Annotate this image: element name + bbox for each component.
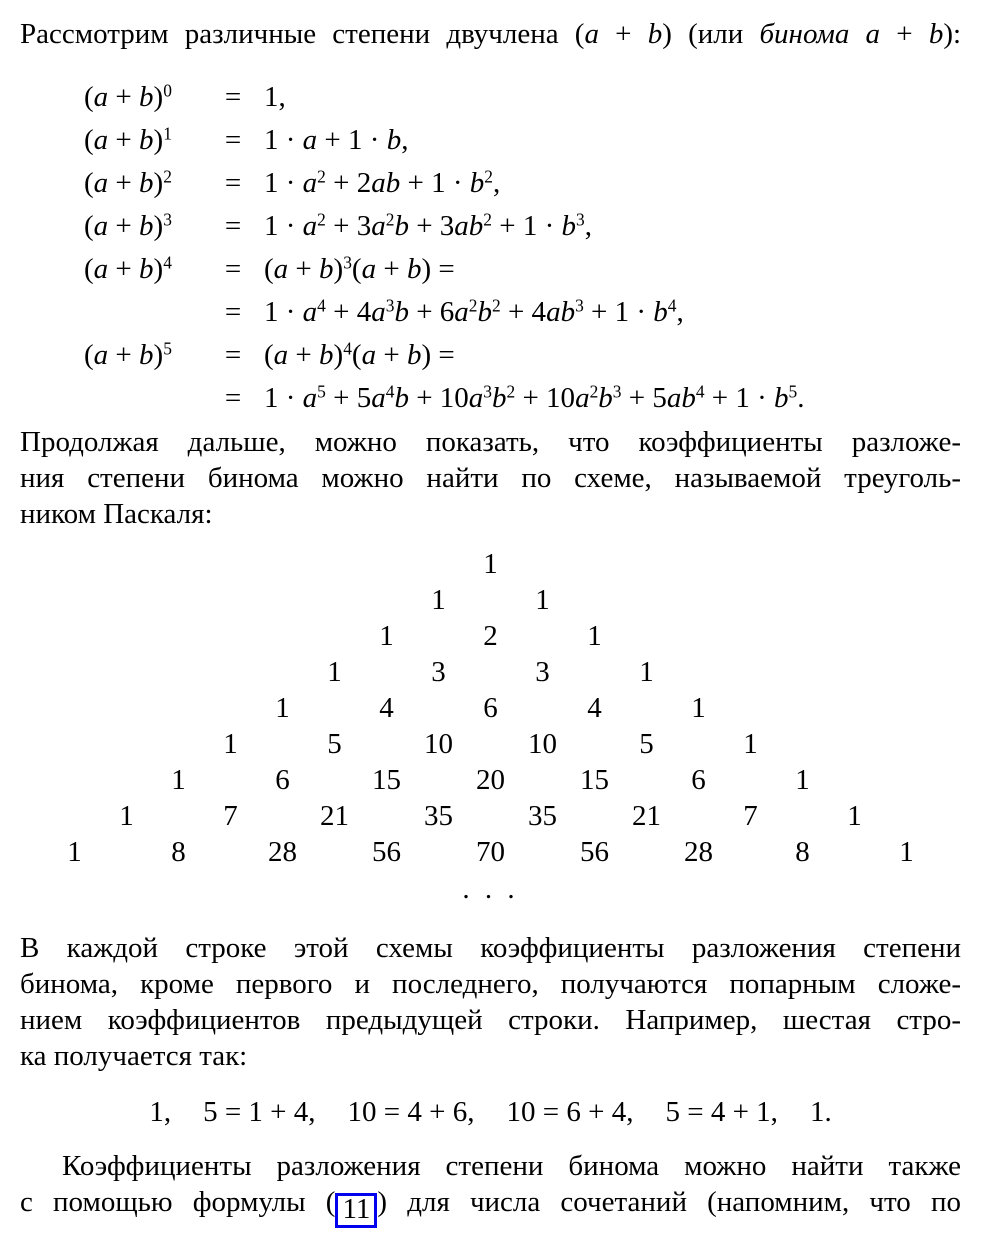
triangle-number: 3 — [431, 656, 446, 688]
sixth-row-item: 10 = 4 + 6, — [347, 1096, 475, 1128]
sixth-row-item: 1. — [809, 1096, 832, 1128]
equation-equals: = — [224, 167, 242, 199]
triangle-row — [20, 798, 961, 834]
equation-equals: = — [224, 253, 242, 285]
text-line: ка получается так: — [20, 1040, 248, 1072]
text-segment: с помощью формулы ( — [20, 1186, 336, 1218]
equation-equals: = — [224, 339, 242, 371]
text-line — [20, 1184, 961, 1228]
sixth-row-item: 5 = 1 + 4, — [203, 1096, 316, 1128]
sixth-row-item: 5 = 4 + 1, — [665, 1096, 778, 1128]
triangle-number: 1 — [847, 800, 862, 832]
equation-rhs: $1 \cdot a^5 + 5a^4b + 10a^3b^2 + 10a^2b^3 + 5ab^4 + 1 \cdot b^5$. — [264, 381, 805, 414]
triangle-row — [20, 546, 961, 582]
triangle-number: 8 — [795, 836, 810, 868]
closing-paragraph — [20, 1148, 961, 1228]
equation-row — [84, 291, 961, 334]
equation-rhs: $1 \cdot a^2 + 3a^2b + 3ab^2 + 1 \cdot b^3$, — [264, 209, 592, 242]
equation-row — [84, 76, 961, 119]
triangle-number: 5 — [639, 728, 654, 760]
triangle-number: 6 — [483, 692, 498, 724]
equation-rhs: 1, — [264, 81, 286, 113]
triangle-row — [20, 726, 961, 762]
text-segment: ) для числа сочетаний (напомним, что по — [377, 1186, 961, 1218]
triangle-number: 21 — [320, 800, 349, 832]
equation-rhs: $1 \cdot a^4 + 4a^3b + 6a^2b^2 + 4ab^3 + 1 \cdot b^4$, — [264, 295, 684, 328]
triangle-number: 1 — [119, 800, 134, 832]
triangle-number: 1 — [327, 656, 342, 688]
equation-equals: = — [224, 81, 242, 113]
text-line: ния степени бинома можно найти по схеме, называемой треуголь- — [20, 462, 961, 494]
triangle-number: 70 — [476, 836, 505, 868]
triangle-number: 1 — [431, 584, 446, 616]
triangle-number: 1 — [587, 620, 602, 652]
equation-equals: = — [224, 382, 242, 414]
triangle-number: 6 — [275, 764, 290, 796]
triangle-number: 28 — [268, 836, 297, 868]
equation-rhs: $(a + b)^4(a + b)$ = — [264, 338, 455, 371]
triangle-row — [20, 618, 961, 654]
triangle-number: 1 — [535, 584, 550, 616]
triangle-number: 35 — [424, 800, 453, 832]
triangle-number: 4 — [379, 692, 394, 724]
triangle-number: 35 — [528, 800, 557, 832]
sixth-row-example — [20, 1092, 961, 1132]
triangle-number: 1 — [691, 692, 706, 724]
sixth-row-item: 1, — [149, 1096, 172, 1128]
text-line: В каждой строке этой схемы коэффициенты разложения степени — [20, 932, 961, 964]
text-line: Коэффициенты разложения степени бинома можно найти также — [62, 1150, 961, 1182]
equation-rhs: 1 · a + 1 · b, — [264, 124, 409, 156]
triangle-number: 1 — [223, 728, 238, 760]
triangle-number: 1 — [483, 548, 498, 580]
equation-rhs: $(a + b)^3(a + b)$ = — [264, 252, 455, 285]
triangle-number: 1 — [171, 764, 186, 796]
triangle-number: 56 — [372, 836, 401, 868]
equation-lhs: $(a + b)^5$ — [84, 338, 172, 371]
triangle-number: 21 — [632, 800, 661, 832]
equation-equals: = — [224, 296, 242, 328]
text-line: нием коэффициентов предыдущей строки. Например, шестая стро- — [20, 1004, 961, 1036]
triangle-row — [20, 834, 961, 870]
equation-lhs: $(a + b)^4$ — [84, 252, 172, 285]
triangle-number: 15 — [372, 764, 401, 796]
triangle-number: 15 — [580, 764, 609, 796]
equation-row — [84, 377, 961, 420]
triangle-number: 7 — [223, 800, 238, 832]
triangle-ellipsis: . . . — [462, 873, 519, 905]
equation-lhs — [84, 377, 202, 420]
triangle-number: 28 — [684, 836, 713, 868]
triangle-row — [20, 654, 961, 690]
equation-row — [84, 162, 961, 205]
triangle-number: 2 — [483, 620, 498, 652]
triangle-number: 6 — [691, 764, 706, 796]
equation-row — [84, 119, 961, 162]
equation-lhs: $(a + b)^3$ — [84, 209, 172, 242]
triangle-number: 20 — [476, 764, 505, 796]
triangle-number: 4 — [587, 692, 602, 724]
equation-equals: = — [224, 210, 242, 242]
rule-paragraph — [20, 930, 961, 1074]
triangle-number: 8 — [171, 836, 186, 868]
equation-row — [84, 334, 961, 377]
pascal-triangle — [20, 546, 961, 870]
equation-lhs: $(a + b)^0$ — [84, 80, 172, 113]
triangle-number: 1 — [275, 692, 290, 724]
text-line: ником Паскаля: — [20, 498, 213, 530]
binomial-expansion-equations — [84, 76, 961, 420]
triangle-row — [20, 582, 961, 618]
triangle-number: 7 — [743, 800, 758, 832]
text-line: бинома, кроме первого и последнего, получаются попарным сложе- — [20, 968, 961, 1000]
triangle-number: 10 — [424, 728, 453, 760]
formula-ref-number[interactable]: 11 — [342, 1193, 371, 1225]
equation-lhs: $(a + b)^1$ — [84, 123, 172, 156]
equation-rhs: $1 \cdot a^2 + 2ab + 1 \cdot b^2$, — [264, 166, 501, 199]
triangle-number: 1 — [899, 836, 914, 868]
triangle-number: 1 — [67, 836, 82, 868]
intro-paragraph: Рассмотрим различные степени двучлена (a + b) (или бинома a + b): — [20, 18, 962, 50]
equation-row — [84, 248, 961, 291]
triangle-number: 1 — [379, 620, 394, 652]
triangle-number: 10 — [528, 728, 557, 760]
triangle-number: 1 — [743, 728, 758, 760]
equation-equals: = — [224, 124, 242, 156]
triangle-row — [20, 690, 961, 726]
text-line: Продолжая дальше, можно показать, что коэффициенты разложе- — [20, 426, 961, 458]
triangle-number: 56 — [580, 836, 609, 868]
triangle-number: 1 — [795, 764, 810, 796]
triangle-number: 3 — [535, 656, 550, 688]
equation-row — [84, 205, 961, 248]
triangle-number: 5 — [327, 728, 342, 760]
triangle-number: 1 — [639, 656, 654, 688]
sixth-row-item: 10 = 6 + 4, — [506, 1096, 634, 1128]
formula-ref-link[interactable] — [335, 1193, 377, 1228]
pascal-intro-paragraph — [20, 424, 961, 532]
equation-lhs — [84, 291, 202, 334]
triangle-row — [20, 762, 961, 798]
equation-lhs: $(a + b)^2$ — [84, 166, 172, 199]
